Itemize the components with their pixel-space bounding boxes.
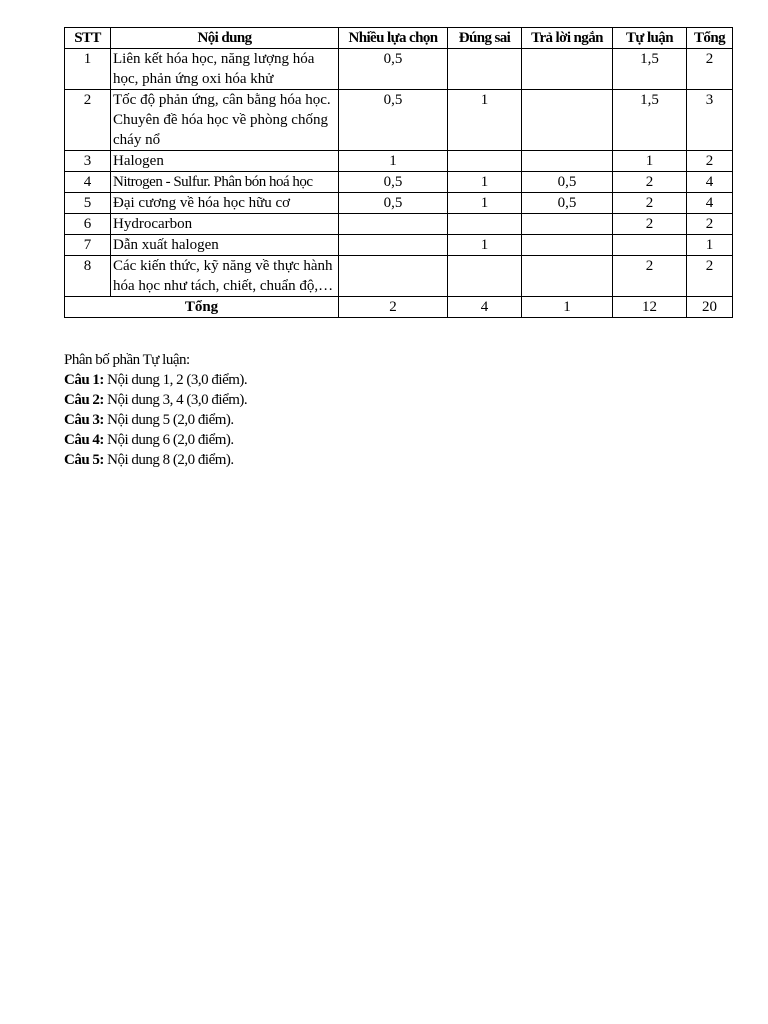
table-row [65, 151, 733, 172]
cell-content: Tốc độ phản ứng, cân bằng hóa học. Chuyên đề hóa học về phòng chống cháy nổ [111, 90, 339, 151]
cell-essay [613, 235, 687, 256]
table-header-row [65, 28, 733, 49]
header-content: Nội dung [111, 28, 339, 49]
total-label: Tổng [65, 297, 339, 318]
cell-total: 2 [687, 151, 733, 172]
note-line [64, 390, 247, 410]
cell-true-false: 1 [448, 90, 522, 151]
cell-true-false [448, 256, 522, 297]
note-text: Nội dung 5 (2,0 điểm). [103, 412, 234, 428]
note-text: Nội dung 8 (2,0 điểm). [103, 452, 234, 468]
cell-short-answer [522, 256, 613, 297]
header-true-false: Đúng sai [448, 28, 522, 49]
cell-mcq [339, 214, 448, 235]
cell-content: Halogen [111, 151, 339, 172]
note-label: Câu 4: [64, 432, 104, 448]
grand-total: 20 [687, 297, 733, 318]
note-label: Câu 3: [64, 412, 104, 428]
cell-true-false [448, 214, 522, 235]
cell-essay: 1,5 [613, 49, 687, 90]
cell-true-false [448, 49, 522, 90]
cell-stt: 7 [65, 235, 111, 256]
table-row [65, 235, 733, 256]
cell-true-false [448, 151, 522, 172]
cell-mcq: 0,5 [339, 90, 448, 151]
cell-content: Dẫn xuất halogen [111, 235, 339, 256]
total-essay: 12 [613, 297, 687, 318]
cell-content: Liên kết hóa học, năng lượng hóa học, phản ứng oxi hóa khử [111, 49, 339, 90]
cell-mcq: 0,5 [339, 172, 448, 193]
cell-true-false: 1 [448, 193, 522, 214]
cell-total: 2 [687, 256, 733, 297]
table-row [65, 172, 733, 193]
cell-short-answer: 0,5 [522, 172, 613, 193]
total-short-answer: 1 [522, 297, 613, 318]
cell-stt: 5 [65, 193, 111, 214]
cell-stt: 6 [65, 214, 111, 235]
cell-short-answer [522, 235, 613, 256]
cell-mcq [339, 256, 448, 297]
cell-essay: 1 [613, 151, 687, 172]
note-text: Nội dung 3, 4 (3,0 điểm). [103, 392, 248, 408]
cell-essay: 2 [613, 172, 687, 193]
cell-content: Đại cương về hóa học hữu cơ [111, 193, 339, 214]
essay-distribution-notes [64, 350, 247, 470]
cell-mcq [339, 235, 448, 256]
cell-short-answer [522, 90, 613, 151]
note-label: Câu 5: [64, 452, 104, 468]
header-mcq: Nhiều lựa chọn [339, 28, 448, 49]
cell-short-answer [522, 49, 613, 90]
cell-total: 1 [687, 235, 733, 256]
note-label: Câu 1: [64, 372, 104, 388]
note-text: Nội dung 1, 2 (3,0 điểm). [103, 372, 248, 388]
cell-essay: 2 [613, 256, 687, 297]
cell-stt: 8 [65, 256, 111, 297]
note-line [64, 410, 247, 430]
table-row [65, 193, 733, 214]
cell-mcq: 0,5 [339, 49, 448, 90]
header-stt: STT [65, 28, 111, 49]
cell-stt: 4 [65, 172, 111, 193]
header-short-answer: Trả lời ngắn [522, 28, 613, 49]
header-essay: Tự luận [613, 28, 687, 49]
cell-stt: 3 [65, 151, 111, 172]
cell-true-false: 1 [448, 235, 522, 256]
total-mcq: 2 [339, 297, 448, 318]
cell-content: Hydrocarbon [111, 214, 339, 235]
cell-essay: 2 [613, 214, 687, 235]
cell-content: Các kiến thức, kỹ năng về thực hành hóa học như tách, chiết, chuẩn độ,… [111, 256, 339, 297]
cell-true-false: 1 [448, 172, 522, 193]
cell-short-answer [522, 214, 613, 235]
cell-essay: 2 [613, 193, 687, 214]
table-row [65, 214, 733, 235]
note-label: Câu 2: [64, 392, 104, 408]
table-row [65, 90, 733, 151]
cell-total: 4 [687, 172, 733, 193]
score-matrix-table [64, 27, 733, 318]
cell-total: 4 [687, 193, 733, 214]
total-true-false: 4 [448, 297, 522, 318]
table-row [65, 256, 733, 297]
header-total: Tổng [687, 28, 733, 49]
table-row [65, 49, 733, 90]
notes-heading: Phân bố phần Tự luận: [64, 352, 190, 368]
cell-stt: 2 [65, 90, 111, 151]
cell-essay: 1,5 [613, 90, 687, 151]
cell-short-answer [522, 151, 613, 172]
cell-total: 2 [687, 214, 733, 235]
cell-mcq: 1 [339, 151, 448, 172]
cell-total: 3 [687, 90, 733, 151]
note-line [64, 450, 247, 470]
cell-content: Nitrogen - Sulfur. Phân bón hoá học [111, 172, 339, 193]
note-line [64, 430, 247, 450]
table-total-row [65, 297, 733, 318]
note-text: Nội dung 6 (2,0 điểm). [103, 432, 234, 448]
cell-total: 2 [687, 49, 733, 90]
cell-mcq: 0,5 [339, 193, 448, 214]
note-line [64, 370, 247, 390]
cell-short-answer: 0,5 [522, 193, 613, 214]
cell-stt: 1 [65, 49, 111, 90]
